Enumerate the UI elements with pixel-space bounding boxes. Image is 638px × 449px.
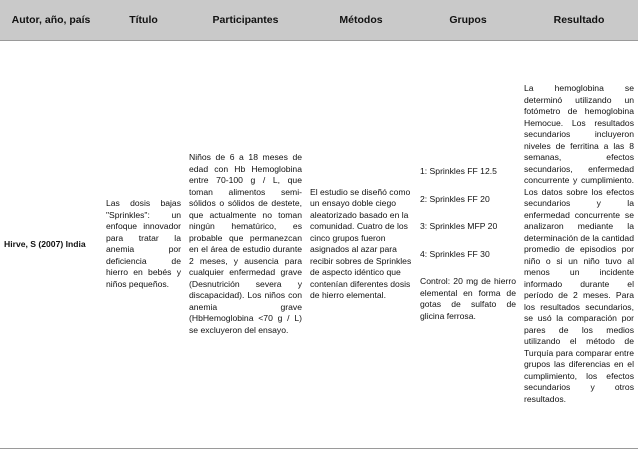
header-result: Resultado <box>520 0 638 40</box>
header-methods: Métodos <box>306 0 416 40</box>
cell-participants: Niños de 6 a 18 meses de edad con Hb Hemoglobina entre 70-100 g / L, que toman alimentos semi-sólidos o sólidos de destete, que actualmente no toman ningún hematúrico, es probable que permanezcan en el área de estudio durante 2 meses, y ausencia para cualquier enfermedad grave (Desnutrición severa y discapacidad). Los niños con anemia grave (HbHemoglobina <70 g / L) se excluyeron del ensayo. <box>185 40 306 449</box>
cell-methods: El estudio se diseñó como un ensayo doble ciego aleatorizado basado en la comunidad. Cuatro de los cinco grupos fueron asignados al azar para recibir sobres de Sprinkles de aspecto idéntico que contenían diferentes dosis de hierro elemental. <box>306 40 416 449</box>
header-row <box>0 0 638 40</box>
group-item: 1: Sprinkles FF 12.5 <box>420 166 497 177</box>
cell-groups <box>416 40 520 449</box>
cell-title: Las dosis bajas "Sprinkles": un enfoque innovador para tratar la anemia por deficiencia de hierro en bebés y niños pequeños. <box>102 40 185 449</box>
group-item: 3: Sprinkles MFP 20 <box>420 221 498 232</box>
table-row <box>0 40 638 449</box>
header-participants: Participantes <box>185 0 306 40</box>
group-control: Control: 20 mg de hierro elemental en forma de gotas de sulfato de glicina ferrosa. <box>420 276 516 321</box>
group-item: 4: Sprinkles FF 30 <box>420 248 490 259</box>
header-author: Autor, año, país <box>0 0 102 40</box>
cell-result: La hemoglobina se determinó utilizando un fotómetro de hemoglobina Hemocue. Los resultados secundarios incluyeron niveles de ferritina a las 8 semanas, efectos secundarios, enfermedad concurrente y cumplimiento. Los datos sobre los efectos secundarios y la enfermedad concurrente se analizaron mediante la determinación de la cantidad promedio de episodios por niño o si un niño tuvo al menos un incidente informado durante el período de 2 meses. Para los resultados secundarios, se usó la comparación por pares de los medios utilizando el método de Turquía para comparar entre grupos las diferencias en el cumplimiento, los efectos secundarios y otros resultados. <box>520 40 638 449</box>
header-title: Título <box>102 0 185 40</box>
group-item: 2: Sprinkles FF 20 <box>420 193 490 204</box>
cell-author: Hirve, S (2007) India <box>0 40 102 449</box>
header-groups: Grupos <box>416 0 520 40</box>
